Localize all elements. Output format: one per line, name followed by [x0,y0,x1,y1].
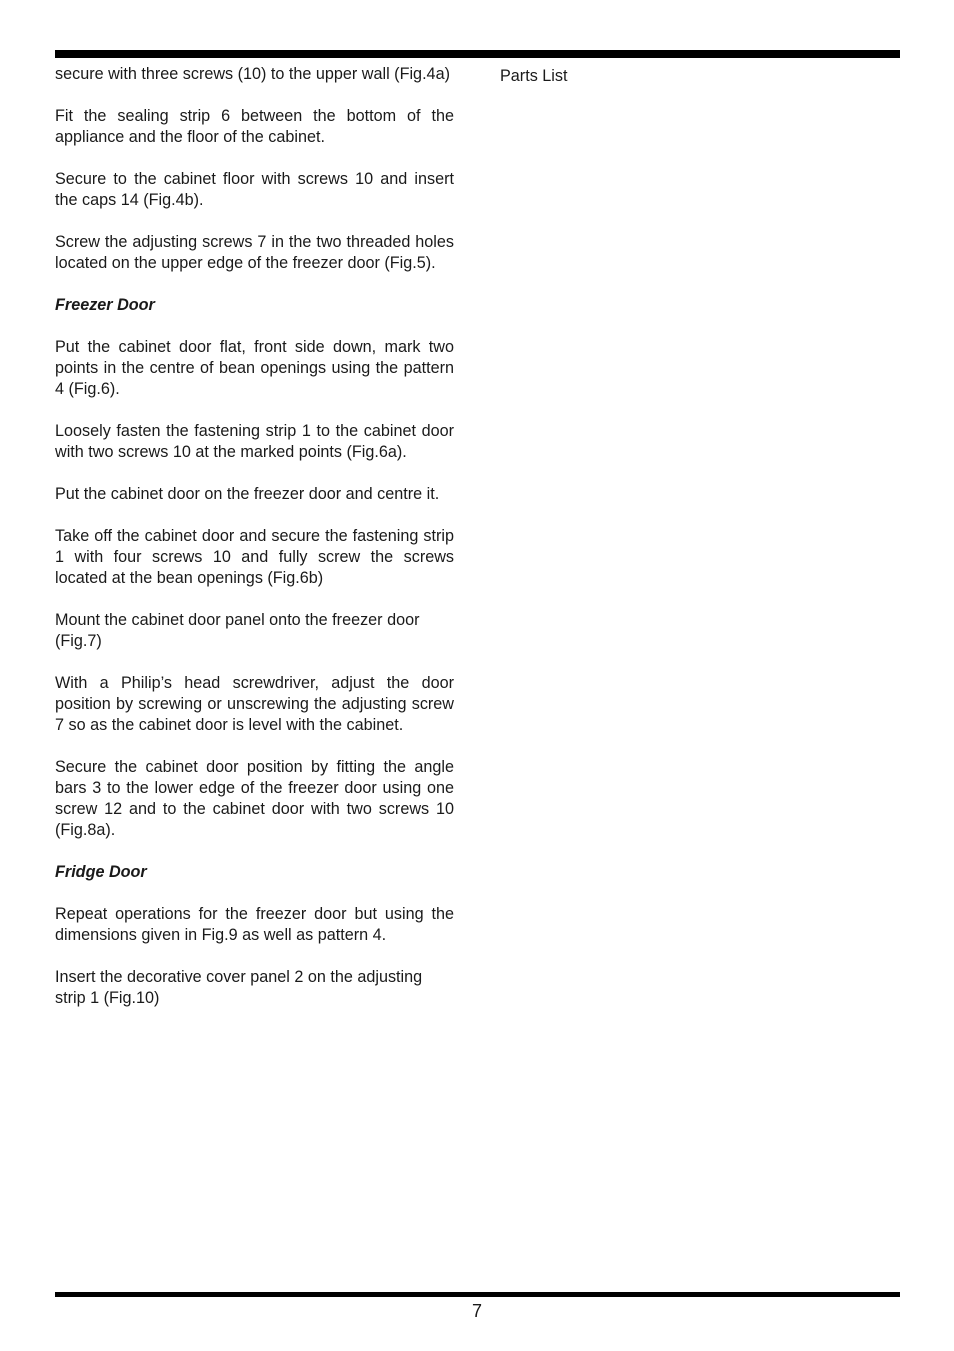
instruction-paragraph: Put the cabinet door flat, front side down, mark two points in the centre of bean openings using the pattern 4 (Fig.6). [55,338,454,398]
top-rule [55,50,900,58]
instruction-paragraph: Repeat operations for the freezer door but using the dimensions given in Fig.9 as well as pattern 4. [55,905,454,944]
instruction-paragraph: Put the cabinet door on the freezer door and centre it. [55,485,440,503]
instruction-paragraph: Take off the cabinet door and secure the fastening strip 1 with four screws 10 and fully screw the screws located at the bean openings (Fig.6b) [55,527,454,587]
section-heading-fridge-door: Fridge Door [55,863,147,881]
bottom-rule [55,1292,900,1297]
parts-list-column [500,66,900,87]
instruction-paragraph: Secure the cabinet door position by fitting the angle bars 3 to the lower edge of the freezer door using one screw 12 and to the cabinet door with two screws 10 (Fig.8a). [55,758,454,839]
instruction-paragraph: Insert the decorative cover panel 2 on the adjusting strip 1 (Fig.10) [55,968,423,1007]
instructions-column [55,64,454,1030]
instruction-paragraph: secure with three screws (10) to the upper wall (Fig.4a) [55,65,450,83]
parts-list-title: Parts List [500,67,568,85]
instruction-paragraph: Screw the adjusting screws 7 in the two threaded holes located on the upper edge of the freezer door (Fig.5). [55,233,454,272]
page-number: 7 [471,1301,482,1321]
instruction-paragraph: Mount the cabinet door panel onto the freezer door (Fig.7) [55,611,420,650]
instruction-paragraph: Fit the sealing strip 6 between the bottom of the appliance and the floor of the cabinet. [55,107,454,146]
instruction-paragraph: Loosely fasten the fastening strip 1 to the cabinet door with two screws 10 at the marked points (Fig.6a). [55,422,454,461]
section-heading-freezer-door: Freezer Door [55,296,155,314]
instruction-paragraph: Secure to the cabinet floor with screws 10 and insert the caps 14 (Fig.4b). [55,170,454,209]
instruction-paragraph: With a Philip’s head screwdriver, adjust the door position by screwing or unscrewing the adjusting screw 7 so as the cabinet door is level with the cabinet. [55,674,454,734]
